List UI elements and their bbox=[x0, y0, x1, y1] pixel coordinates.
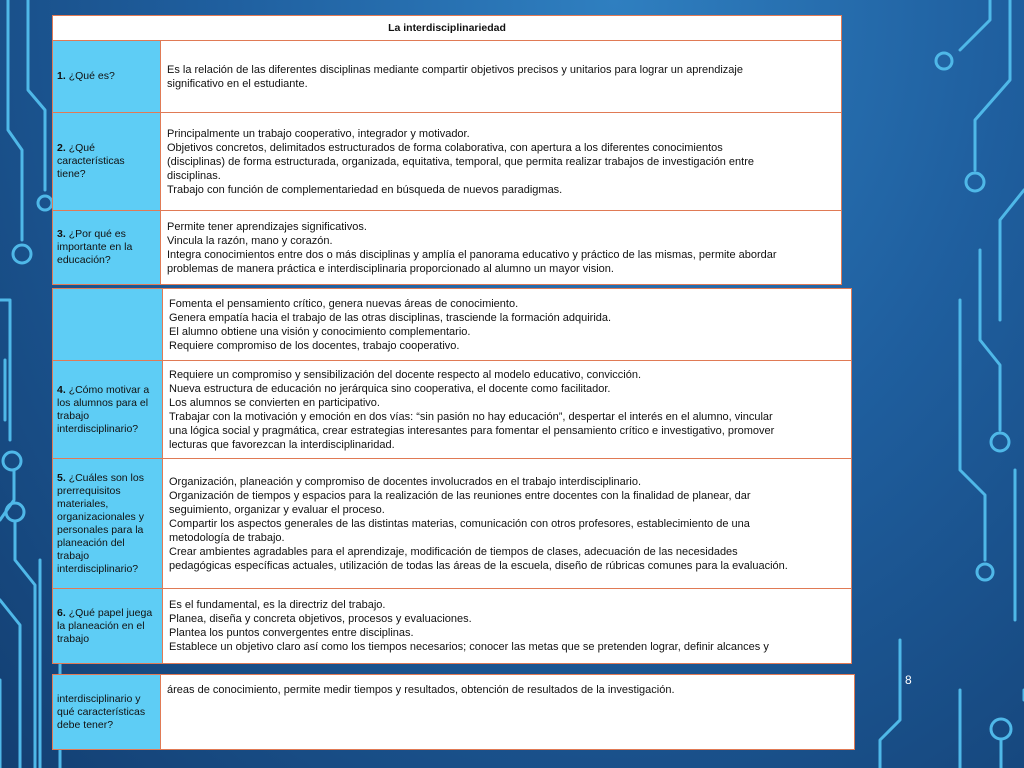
answer-line: Establece un objetivo claro así como los tiempos necesarios; conocer las metas que se pretenden lograr, definir alcances y bbox=[169, 641, 769, 653]
answer-line: Integra conocimientos entre dos o más disciplinas y amplía el panorama educativo y práctico de las mismas, permite abordar bbox=[167, 248, 777, 261]
answer-cell bbox=[163, 589, 852, 664]
question-number: 2. bbox=[57, 142, 66, 154]
question-text: ¿Cómo motivar a los alumnos para el trabajo interdisciplinario? bbox=[57, 383, 150, 435]
answer-line: pedagógicas específicas actuales, utilización de todas las áreas de la escuela, diseño de rúbricas comunes para la evaluación. bbox=[169, 559, 788, 572]
answer-cell bbox=[161, 41, 842, 113]
table-row bbox=[53, 41, 842, 113]
answer-cell bbox=[161, 675, 855, 750]
question-cell bbox=[53, 459, 163, 589]
answer-line: Permite tener aprendizajes significativos. bbox=[167, 220, 367, 233]
question-text: ¿Qué papel juega la planeación en el trabajo bbox=[57, 606, 153, 645]
question-cell bbox=[53, 113, 161, 211]
table-interdisciplinariedad-part1 bbox=[52, 15, 842, 285]
answer-line: Los alumnos se convierten en participativo. bbox=[169, 396, 380, 409]
table-row bbox=[53, 361, 852, 459]
answer-line: Genera empatía hacia el trabajo de las otras disciplinas, trasciende la formación adquirida. bbox=[169, 311, 612, 324]
question-text: ¿Por qué es importante en la educación? bbox=[57, 228, 133, 266]
answer-line: Plantea los puntos convergentes entre disciplinas. bbox=[169, 627, 414, 639]
table-row bbox=[53, 289, 852, 361]
answer-line: Vincula la razón, mano y corazón. bbox=[167, 234, 333, 247]
table-title: La interdisciplinariedad bbox=[53, 16, 842, 41]
answer-cell bbox=[161, 113, 842, 211]
answer-cell bbox=[163, 361, 852, 459]
answer-line: áreas de conocimiento, permite medir tiempos y resultados, obtención de resultados de la investigación. bbox=[167, 684, 675, 696]
answer-line: Crear ambientes agradables para el aprendizaje, modificación de tiempos de clases, adecuación de las necesidades bbox=[169, 545, 738, 558]
answer-line: lecturas que favorezcan la interdisciplinaridad. bbox=[169, 438, 395, 451]
answer-cell bbox=[163, 289, 852, 361]
question-number: 1. bbox=[57, 70, 66, 82]
answer-line: (disciplinas) de forma estructurada, organizada, equitativa, temporal, que permita realizar trabajos de investigación entre bbox=[167, 155, 754, 168]
question-number: 4. bbox=[57, 383, 66, 396]
answer-line: Requiere compromiso de los docentes, trabajo cooperativo. bbox=[169, 339, 460, 352]
answer-line: problemas de manera práctica e interdisciplinaria proporcionado al alumno un mayor vision. bbox=[167, 262, 614, 275]
answer-line: Compartir los aspectos generales de las distintas materias, comunicación con otros profesores, establecimiento de una bbox=[169, 517, 750, 530]
question-number: 6. bbox=[57, 606, 66, 619]
answer-line: una lógica social y pragmática, crear estrategias interesantes para fomentar el pensamiento crítico e investigativo, promover bbox=[169, 424, 775, 437]
answer-line: Planea, diseña y concreta objetivos, procesos y evaluaciones. bbox=[169, 613, 472, 625]
answer-line: metodología de trabajo. bbox=[169, 531, 285, 544]
answer-line: El alumno obtiene una visión y conocimiento complementario. bbox=[169, 325, 471, 338]
question-text: ¿Qué es? bbox=[68, 70, 115, 82]
answer-line: Principalmente un trabajo cooperativo, integrador y motivador. bbox=[167, 127, 470, 140]
slide-number: 8 bbox=[905, 673, 912, 687]
question-cell bbox=[53, 289, 163, 361]
question-cell bbox=[53, 211, 161, 285]
answer-line: Fomenta el pensamiento crítico, genera nuevas áreas de conocimiento. bbox=[169, 297, 519, 310]
answer-cell bbox=[163, 459, 852, 589]
answer-line: Es el fundamental, es la directriz del trabajo. bbox=[169, 599, 386, 611]
answer-line: seguimiento, organizar y evaluar el proceso. bbox=[169, 503, 385, 516]
table-row bbox=[53, 113, 842, 211]
table-row bbox=[53, 589, 852, 664]
answer-line: Organización, planeación y compromiso de docentes involucrados en el trabajo interdisciplinario. bbox=[169, 475, 642, 488]
question-number: 5. bbox=[57, 471, 66, 484]
table-title-row bbox=[53, 16, 842, 41]
answer-line: Trabajo con función de complementariedad en búsqueda de nuevos paradigmas. bbox=[167, 183, 563, 196]
answer-cell bbox=[161, 211, 842, 285]
answer-line: Trabajar con la motivación y emoción en dos vías: “sin pasión no hay educación”, despertar el interés en el alumno, vincular bbox=[169, 410, 773, 423]
question-text: ¿Cuáles son los prerrequisitos materiales, organizacionales y personales para la planeación del trabajo interdisciplinario? bbox=[57, 471, 144, 575]
question-cell bbox=[53, 675, 161, 750]
answer-line: Objetivos concretos, delimitados estructurados de forma colaborativa, con apertura a los diferentes conocimientos bbox=[167, 141, 723, 154]
table-row bbox=[53, 211, 842, 285]
table-row bbox=[53, 675, 855, 750]
table-row bbox=[53, 459, 852, 589]
table-interdisciplinariedad-part3 bbox=[52, 674, 855, 750]
table-interdisciplinariedad-part2 bbox=[52, 288, 852, 664]
question-cell bbox=[53, 589, 163, 664]
question-cell bbox=[53, 361, 163, 459]
answer-line: Nueva estructura de educación no jerárquica sino cooperativa, el docente como facilitador. bbox=[169, 382, 611, 395]
question-text: ¿Qué características tiene? bbox=[57, 142, 125, 180]
answer-line: Requiere un compromiso y sensibilización del docente respecto al modelo educativo, convicción. bbox=[169, 368, 642, 381]
question-number: 3. bbox=[57, 228, 66, 240]
answer-line: significativo en el estudiante. bbox=[167, 77, 308, 90]
question-cell bbox=[53, 41, 161, 113]
question-text: interdisciplinario y qué características debe tener? bbox=[57, 692, 146, 731]
answer-line: Organización de tiempos y espacios para la realización de las reuniones entre docentes con la finalidad de planear, dar bbox=[169, 489, 751, 502]
answer-line: disciplinas. bbox=[167, 169, 221, 182]
answer-line: Es la relación de las diferentes disciplinas mediante compartir objetivos precisos y unitarios para lograr un aprendizaje bbox=[167, 63, 743, 76]
